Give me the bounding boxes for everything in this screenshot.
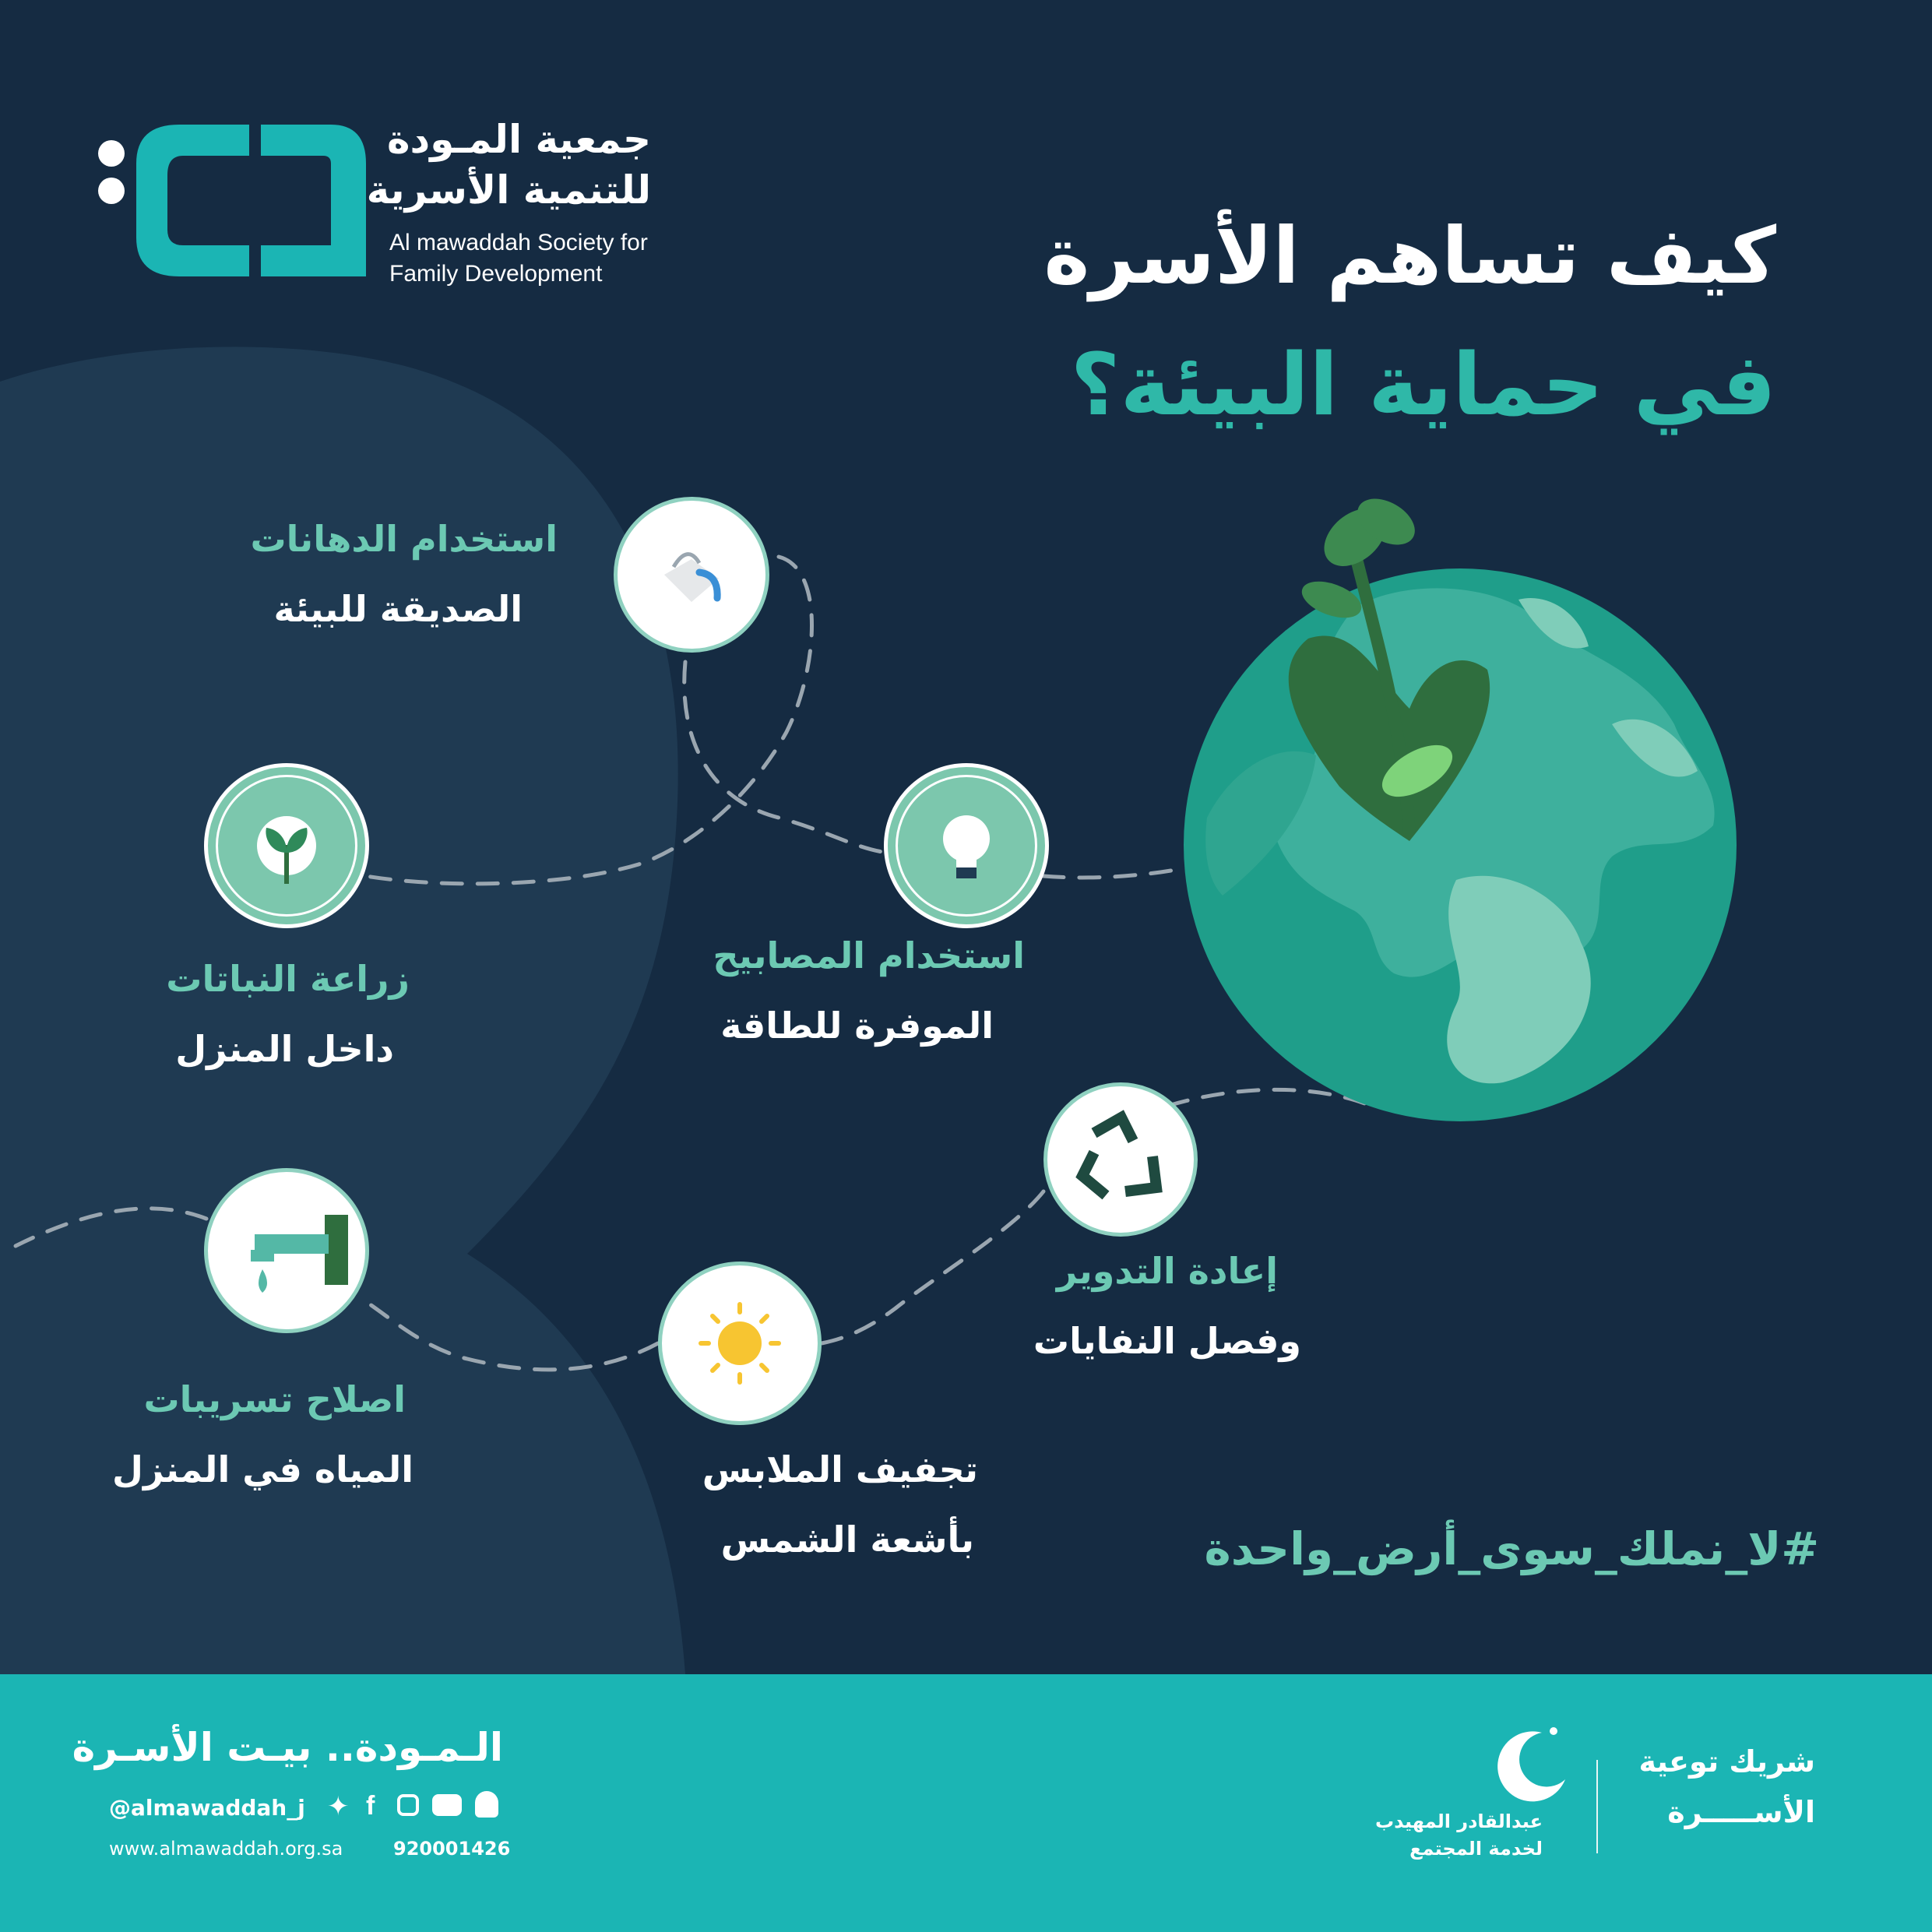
tip-3-line2: الموفرة للطاقة xyxy=(720,1005,994,1047)
tip-4-line1: إعادة التدوير xyxy=(1056,1250,1278,1292)
paint-bucket-icon xyxy=(614,497,769,653)
tip-6-line2: بأشعة الشمس xyxy=(720,1519,974,1561)
org-name-en-line2: Family Development xyxy=(389,261,603,287)
twitter-icon[interactable]: ✦ xyxy=(327,1791,350,1822)
footer-divider xyxy=(1596,1760,1598,1853)
footer-phone[interactable]: 920001426 xyxy=(393,1838,511,1860)
partner-label-line2: الأســـــرة xyxy=(1667,1795,1815,1829)
tip-5-line1: اصلاح تسريبات xyxy=(143,1378,406,1420)
org-name-ar-line2: للتنمية الأسرية xyxy=(366,167,651,213)
youtube-icon[interactable] xyxy=(432,1794,462,1816)
light-bulb-icon xyxy=(884,763,1049,928)
tip-3-line1: استخدام المصابيح xyxy=(713,934,1025,977)
snapchat-icon[interactable] xyxy=(475,1791,498,1818)
tip-2-line1: زراعة النباتات xyxy=(166,958,410,1000)
footer-slogan: الـمـودة.. بيـت الأسـرة xyxy=(72,1725,503,1770)
instagram-icon[interactable] xyxy=(397,1794,419,1816)
water-tap-icon xyxy=(204,1168,369,1333)
org-logo xyxy=(97,121,370,288)
footer-handle: @almawaddah_j xyxy=(109,1795,305,1821)
social-icons xyxy=(327,1791,506,1822)
sun-icon xyxy=(658,1262,822,1425)
headline-line2: في حماية البيئة؟ xyxy=(1070,335,1776,435)
tip-1-line2: الصديقة للبيئة xyxy=(273,588,523,630)
hashtag: #لا_نملك_سوى_أرض_واحدة xyxy=(1204,1522,1819,1575)
plant-sprout-icon xyxy=(204,763,369,928)
globe-illustration xyxy=(1176,491,1744,1129)
footer-bar xyxy=(0,1674,1932,1932)
tip-2-line2: داخل المنزل xyxy=(175,1028,394,1070)
facebook-icon[interactable]: f xyxy=(366,1791,375,1821)
tip-6-line1: تجفيف الملابس xyxy=(702,1448,978,1490)
tip-5-line2: المياه في المنزل xyxy=(112,1448,413,1490)
partner-crescent-logo xyxy=(1480,1717,1573,1803)
tip-4-line2: وفصل النفايات xyxy=(1033,1320,1301,1362)
partner-name-line1: عبدالقادر المهيدب xyxy=(1374,1811,1543,1832)
org-name-en-line1: Al mawaddah Society for xyxy=(389,230,648,255)
recycle-icon xyxy=(1043,1082,1198,1237)
headline-line1: كيف تساهم الأسرة xyxy=(1043,210,1776,301)
tip-1-line1: استخدام الدهانات xyxy=(250,518,558,560)
footer-website[interactable]: www.almawaddah.org.sa xyxy=(109,1838,343,1860)
partner-name-line2: لخدمة المجتمع xyxy=(1409,1838,1543,1860)
org-name-ar-line1: جمعية المـودة xyxy=(387,117,651,162)
partner-label-line1: شريك توعية xyxy=(1638,1744,1815,1779)
